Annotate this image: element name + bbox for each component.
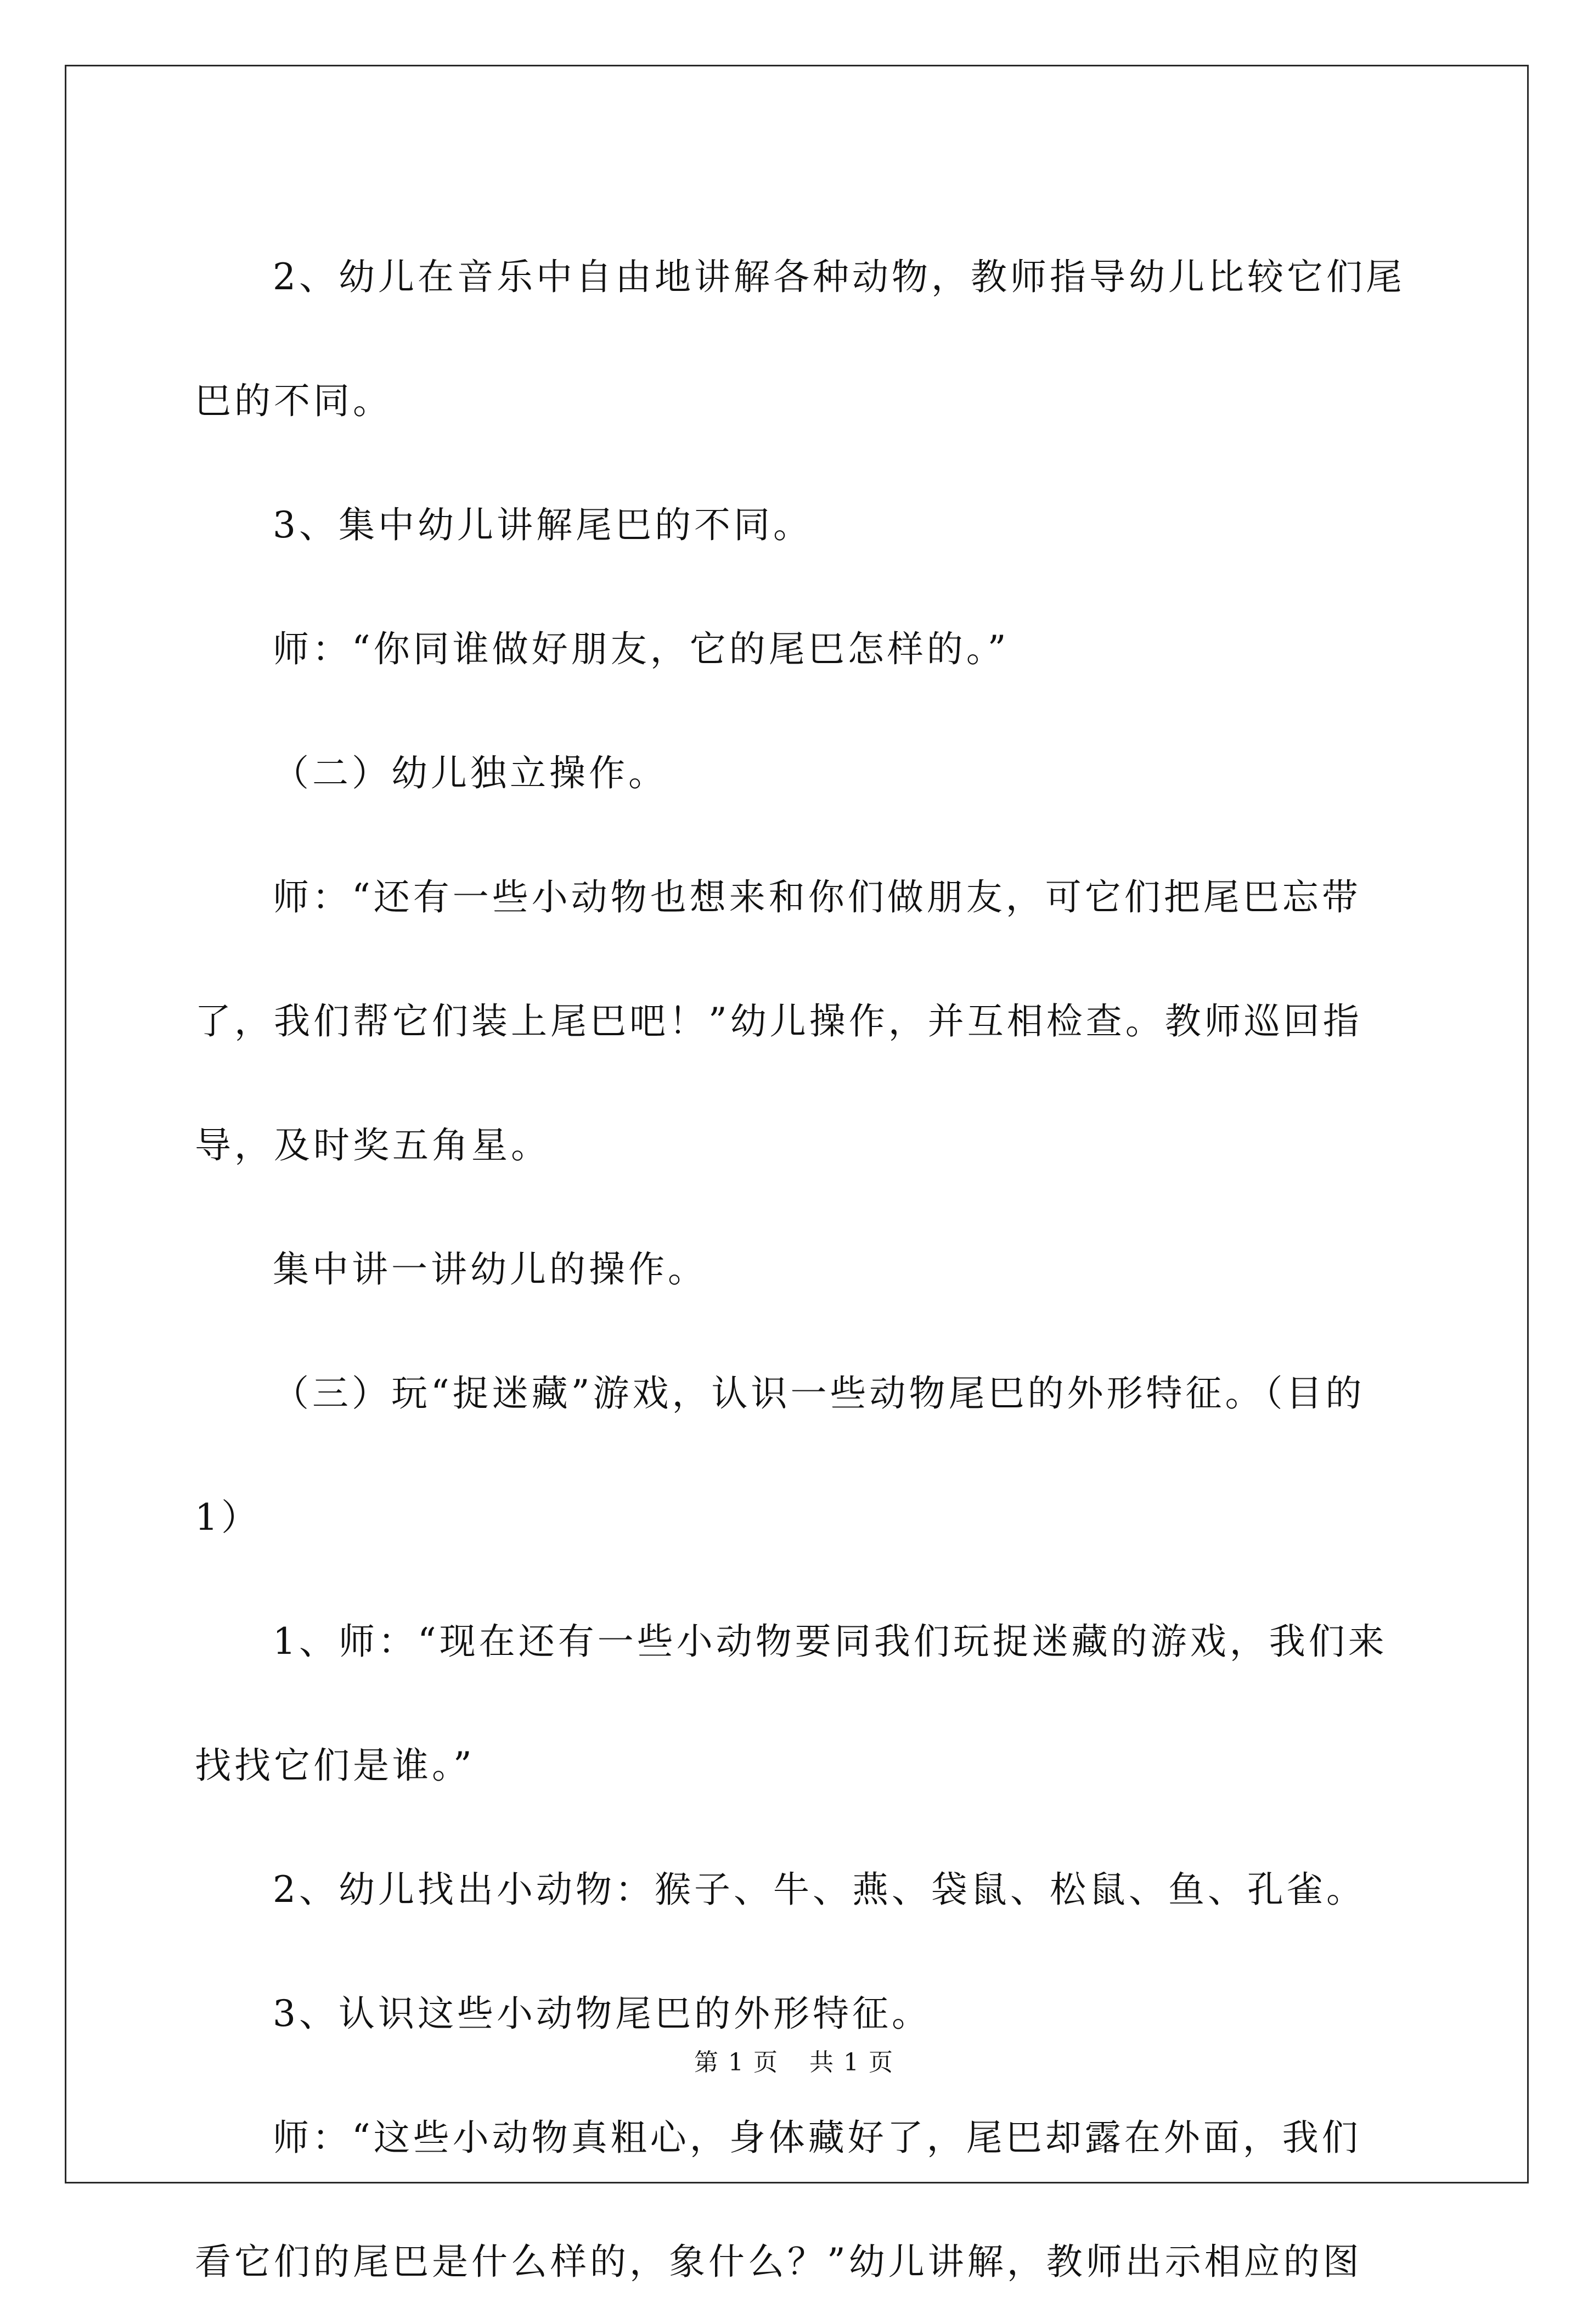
text-line: 巴的不同。 xyxy=(195,380,392,422)
document-body xyxy=(195,215,1405,2324)
page-total: 共 1 页 xyxy=(809,2048,894,2076)
page-number: 第 1 页 xyxy=(694,2048,779,2076)
text-line: （二）幼儿独立操作。 xyxy=(273,752,668,794)
page-footer xyxy=(0,2046,1588,2079)
text-line: 2、幼儿找出小动物：猴子、牛、燕、袋鼠、松鼠、鱼、孔雀。 xyxy=(273,1868,1366,1911)
text-line: 集中讲一讲幼儿的操作。 xyxy=(273,1248,707,1290)
text-line: 1） xyxy=(195,1496,261,1539)
text-line: 师：“还有一些小动物也想来和你们做朋友，可它们把尾巴忘带 xyxy=(273,876,1361,918)
text-line: 看它们的尾巴是什么样的，象什么？”幼儿讲解，教师出示相应的图 xyxy=(195,2241,1362,2283)
text-line: 找找它们是谁。” xyxy=(195,1744,475,1787)
text-line: 2、幼儿在音乐中自由地讲解各种动物，教师指导幼儿比较它们尾 xyxy=(273,256,1405,298)
text-line: 3、集中幼儿讲解尾巴的不同。 xyxy=(273,504,813,546)
text-line: 师：“你同谁做好朋友，它的尾巴怎样的。” xyxy=(273,628,1010,670)
text-line: 师：“这些小动物真粗心，身体藏好了，尾巴却露在外面，我们 xyxy=(273,2117,1361,2159)
text-line: 了，我们帮它们装上尾巴吧！”幼儿操作，并互相检查。教师巡回指 xyxy=(195,1000,1362,1042)
text-line: （三）玩“捉迷藏”游戏，认识一些动物尾巴的外形特征。（目的 xyxy=(273,1372,1365,1414)
text-line: 1、师：“现在还有一些小动物要同我们玩捉迷藏的游戏，我们来 xyxy=(273,1620,1388,1663)
text-line: 导，及时奖五角星。 xyxy=(195,1124,550,1166)
text-line: 3、认识这些小动物尾巴的外形特征。 xyxy=(273,1992,931,2035)
